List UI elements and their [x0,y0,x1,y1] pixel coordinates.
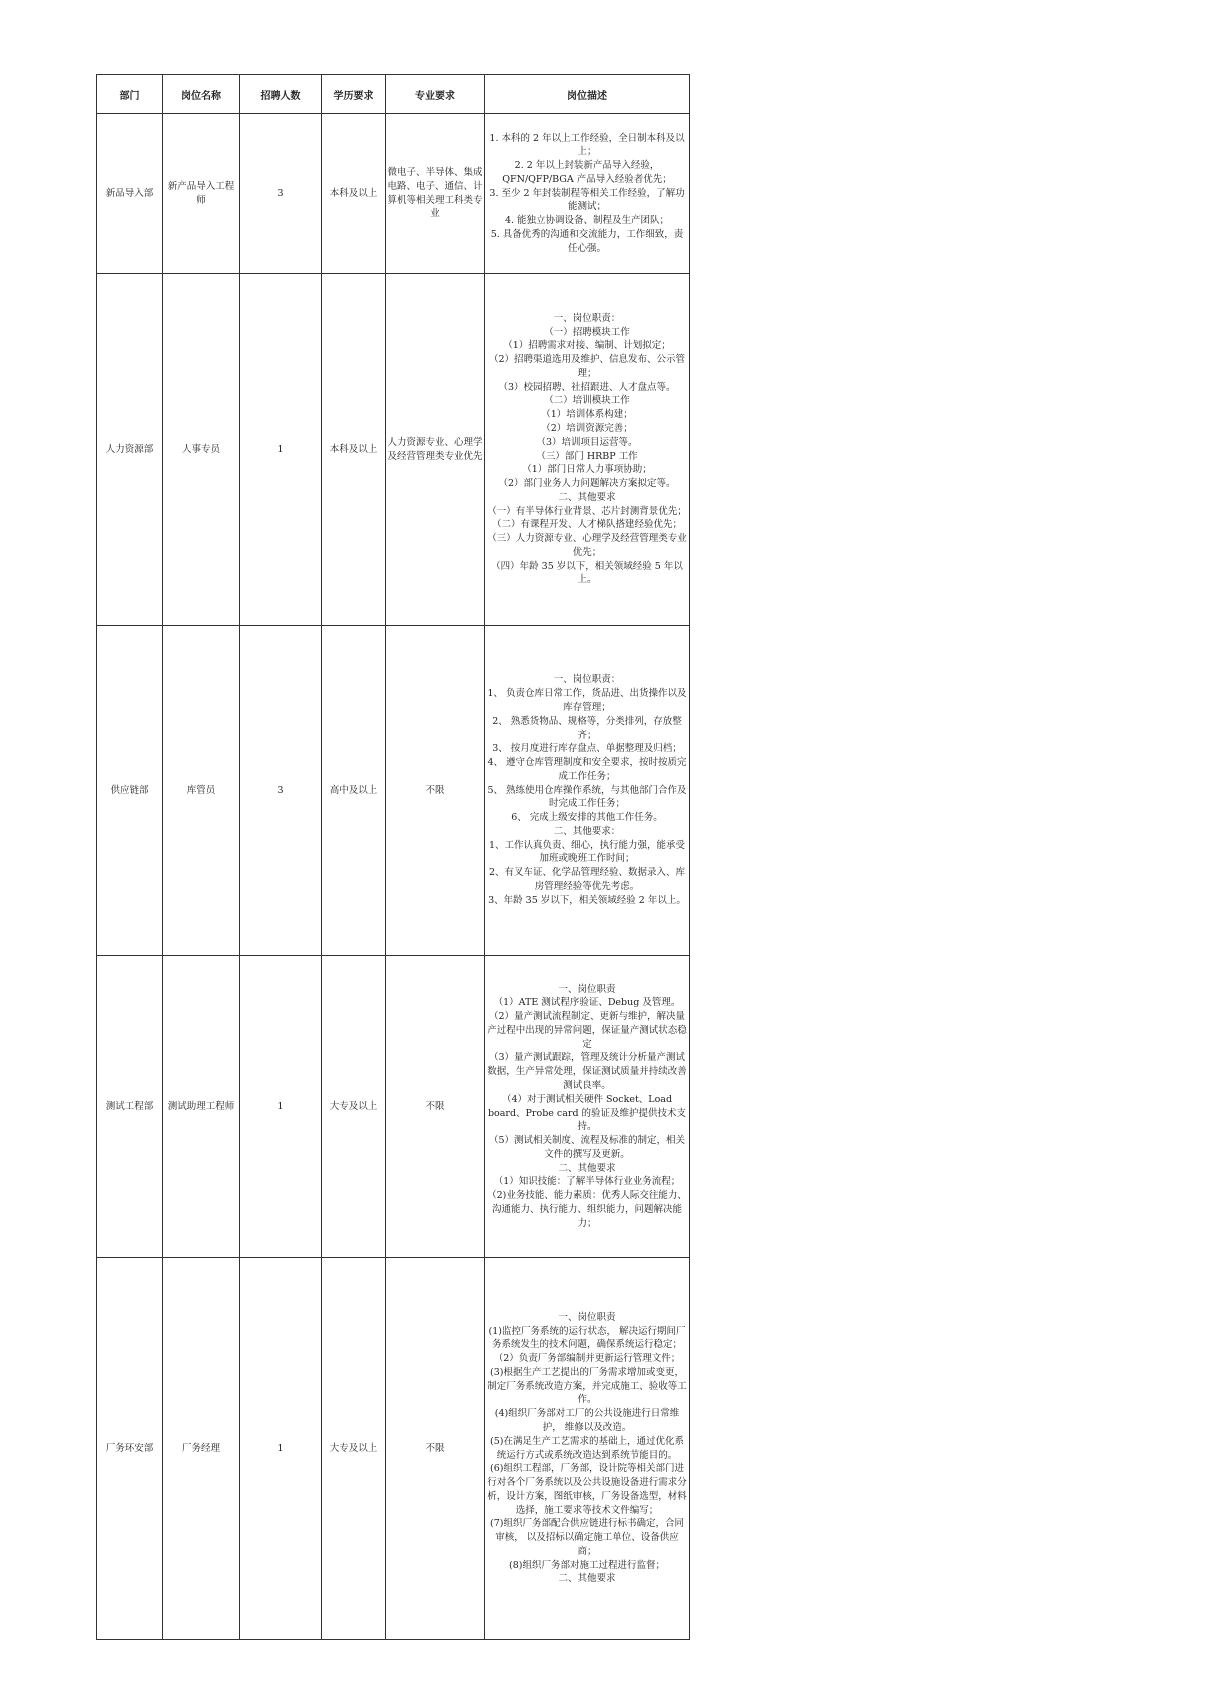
major-cell: 不限 [386,1258,485,1640]
description-line: 4、 遵守仓库管理制度和安全要求，按时按质完成工作任务； [487,757,687,782]
description-line: 3. 至少 2 年封装制程等相关工作经验，了解功能测试； [489,187,685,213]
header-count: 招聘人数 [240,75,322,114]
description-line: 5、 熟练使用仓库操作系统，与其他部门合作及时完成工作任务； [487,784,687,810]
education-cell: 本科及以上 [322,274,386,626]
description-line: （1）招聘需求对接、编制、计划拟定； [503,340,671,352]
headcount-cell: 3 [240,114,322,274]
description-line: 6、 完成上级安排的其他工作任务。 [511,812,663,824]
description-line: 5. 具备优秀的沟通和交流能力，工作细致，责任心强。 [490,228,684,254]
education-cell: 本科及以上 [322,114,386,274]
major-cell: 人力资源专业、心理学及经营管理类专业优先 [386,274,485,626]
table-row [97,114,690,274]
dept-cell: 新品导入部 [97,114,163,274]
description-cell [485,626,690,956]
description-line: 2、 熟悉货物品、规格等，分类排列，存放整齐； [492,715,682,741]
major-cell: 微电子、半导体、集成电路、电子、通信、计算机等相关理工科类专业 [386,114,485,274]
description-line: 1. 本科的 2 年以上工作经验，全日制本科及以上； [489,132,685,158]
description-line: （4）对于测试相关硬件 Socket、Load board、Probe card 的验证及维护提供技术支持。 [487,1093,687,1133]
position-title-cell: 库管员 [163,626,240,956]
description-line: (8)组织厂务部对施工过程进行监督； [509,1559,665,1571]
table-row [97,274,690,626]
position-title-cell: 厂务经理 [163,1258,240,1640]
header-education: 学历要求 [322,75,386,114]
dept-cell: 厂务环安部 [97,1258,163,1640]
description-line: 1、工作认真负责、细心，执行能力强，能承受加班或晚班工作时间； [488,839,686,865]
headcount-cell: 1 [240,274,322,626]
description-line: 二、其他要求 [558,491,616,503]
description-cell [485,274,690,626]
description-line: 二、其他要求 [558,1162,616,1174]
education-cell: 大专及以上 [322,1258,386,1640]
description-line: （2）招聘渠道选用及维护、信息发布、公示管理； [488,354,686,379]
header-desc: 岗位描述 [485,75,690,114]
description-line: 1、 负责仓库日常工作，货品进、出货操作以及库存管理； [487,688,687,714]
description-line: (6)组织工程部，厂务部，设计院等相关部门进行对各个厂务系统以及公共设施设备进行需求分析，设计方案，图纸审核，厂务设备选型，材料选择，施工要求等技术文件编写； [487,1463,687,1516]
description-line: （二）有课程开发、人才梯队搭建经验优先； [491,519,682,531]
description-line: （3）校园招聘、社招跟进、人才盘点等。 [498,381,676,393]
description-line: （四）年龄 35 岁以下，相关领域经验 5 年以上。 [491,560,683,586]
description-line: （2）培训资源完善； [541,422,633,434]
table-row [97,956,690,1258]
job-table [96,74,690,1640]
description-line: （1）培训体系构建； [541,409,633,421]
description-line: 4. 能独立协调设备、制程及生产团队； [504,215,670,227]
dept-cell: 人力资源部 [97,274,163,626]
description-line: （2）部门业务人力问题解决方案拟定等。 [498,478,676,490]
table-row [97,1258,690,1640]
position-title-cell: 新产品导入工程师 [163,114,240,274]
education-cell: 高中及以上 [322,626,386,956]
description-line: （三）部门 HRBP 工作 [536,450,638,462]
description-line: 一、岗位职责： [553,674,621,686]
description-line: (5)在满足生产工艺需求的基础上，通过优化系统运行方式或系统改造达到系统节能目的。 [490,1435,684,1461]
headcount-cell: 1 [240,956,322,1258]
header-dept: 部门 [97,75,163,114]
header-major: 专业要求 [386,75,485,114]
header-title: 岗位名称 [163,75,240,114]
dept-cell: 供应链部 [97,626,163,956]
description-line: （一）有半导体行业背景、芯片封测背景优先； [487,505,687,517]
description-line: （3）培训项目运营等。 [536,436,638,448]
description-line: （2）量产测试流程制定、更新与维护，解决量产过程中出现的异常问题，保证量产测试状态稳定 [487,1011,687,1050]
description-line: （5）测试相关制度、流程及标准的制定，相关文件的撰写及更新。 [488,1135,686,1160]
description-line: (1)监控厂务系统的运行状态， 解决运行期间厂务系统发生的技术问题，确保系统运行稳定； [488,1325,686,1351]
table-header-row [97,75,690,114]
description-line: （三）人力资源专业、心理学及经营管理类专业优先； [487,533,687,558]
description-line: （二）培训模块工作 [544,395,630,407]
description-line: (7)组织厂务部配合供应链进行标书确定，合同审核， 以及招标以确定施工单位、设备供应商； [490,1518,684,1557]
dept-cell: 测试工程部 [97,956,163,1258]
description-line: （一）招聘模块工作 [544,326,630,338]
description-line: 3、年龄 35 岁以下，相关领域经验 2 年以上。 [488,894,686,906]
description-line: （2）负责厂务部编制并更新运行管理文件； [493,1353,681,1365]
description-line: 二、其他要求 [558,1573,616,1585]
description-cell [485,1258,690,1640]
major-cell: 不限 [386,956,485,1258]
description-line: 3、 按月度进行库存盘点、单据整理及归档； [492,743,682,755]
major-cell: 不限 [386,626,485,956]
position-title-cell: 人事专员 [163,274,240,626]
headcount-cell: 3 [240,626,322,956]
education-cell: 大专及以上 [322,956,386,1258]
position-title-cell: 测试助理工程师 [163,956,240,1258]
description-cell [485,956,690,1258]
description-line: 一、岗位职责 [558,983,616,995]
description-line: （2)业务技能、能力素质：优秀人际交往能力、沟通能力、执行能力、组织能力，问题解决能力； [487,1190,687,1229]
description-line: （1）部门日常人力事项协助； [522,464,652,476]
description-line: (4)组织厂务部对工厂的公共设施进行日常维护， 维修以及改造。 [494,1408,680,1433]
description-line: 一、岗位职责： [553,312,621,324]
description-line: (3)根据生产工艺提出的厂务需求增加或变更，制定厂务系统改造方案，并完成施工、验收等工作。 [487,1366,687,1406]
table-row [97,626,690,956]
headcount-cell: 1 [240,1258,322,1640]
description-line: （1）知识技能：了解半导体行业业务流程； [493,1176,681,1188]
description-line: 一、岗位职责 [558,1311,616,1323]
description-line: （1）ATE 测试程序验证、Debug 及管理。 [493,997,681,1009]
description-line: （3）量产测试跟踪，管理及统计分析量产测试数据，生产异常处理，保证测试质量并持续改善测试良率。 [487,1052,687,1091]
description-line: 2. 2 年以上封装新产品导入经验，QFN/QFP/BGA 产品导入经验者优先； [502,160,672,185]
description-line: 二、其他要求： [553,825,621,837]
description-cell [485,114,690,274]
description-line: 2、有叉车证、化学品管理经验、数据录入、库房管理经验等优先考虑。 [488,867,686,892]
